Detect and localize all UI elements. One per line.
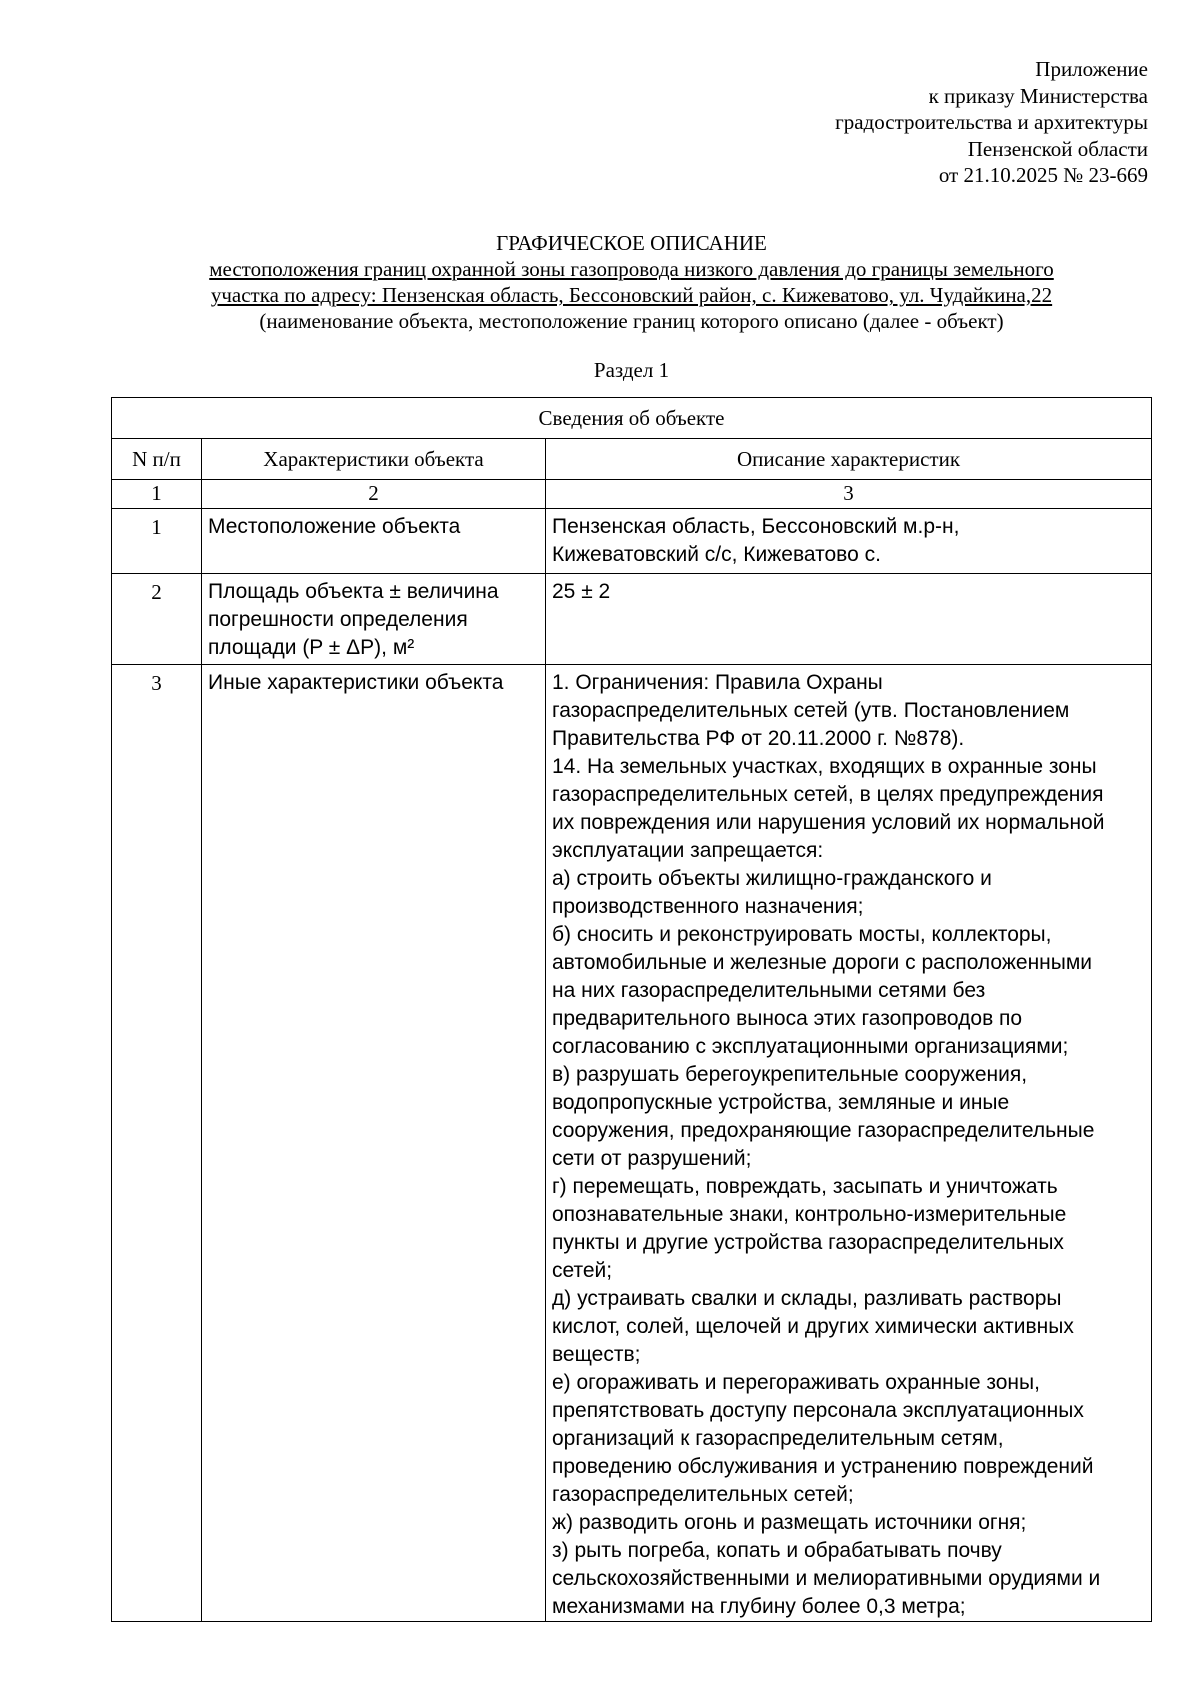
row-characteristic-text: Иные характеристики объекта [208, 671, 504, 694]
table-caption: Сведения об объекте [112, 398, 1152, 439]
document-title [0, 230, 1200, 334]
description-line: предварительного выноса этих газопроводов по [552, 1007, 1023, 1030]
row-characteristic [202, 509, 546, 574]
row-characteristic [202, 574, 546, 665]
description-line: водопропускные устройства, земляные и иные [552, 1091, 1010, 1114]
description-line: 14. На земельных участках, входящих в охранные зоны [552, 755, 1097, 778]
characteristic-line: площади (P ± ΔP), м² [208, 636, 415, 659]
description-line: сети от разрушений; [552, 1147, 752, 1170]
description-line: г) перемещать, повреждать, засыпать и уничтожать [552, 1175, 1058, 1198]
description-line: их повреждения или нарушения условий их нормальной [552, 811, 1105, 834]
column-number: 3 [546, 480, 1152, 509]
description-line: автомобильные и железные дороги с расположенными [552, 951, 1093, 974]
description-line: д) устраивать свалки и склады, разливать растворы [552, 1287, 1062, 1310]
row-description [546, 665, 1152, 1622]
row-num: 2 [112, 574, 202, 665]
annex-line: Пензенской области [967, 136, 1148, 161]
description-line: производственного назначения; [552, 895, 864, 918]
description-line: 1. Ограничения: Правила Охраны [552, 671, 883, 694]
description-line: веществ; [552, 1343, 641, 1366]
description-line: сетей; [552, 1259, 613, 1282]
annex-block [835, 56, 1148, 189]
description-line: согласованию с эксплуатационными организациями; [552, 1035, 1069, 1058]
title-heading: ГРАФИЧЕСКОЕ ОПИСАНИЕ [496, 231, 767, 255]
annex-line: от 21.10.2025 № 23-669 [938, 163, 1148, 187]
description-line: газораспределительных сетей; [552, 1483, 854, 1506]
row-characteristic-text: Местоположение объекта [208, 515, 461, 538]
description-line: опознавательные знаки, контрольно-измерительные [552, 1203, 1067, 1226]
description-line: Правительства РФ от 20.11.2000 г. №878). [552, 727, 965, 750]
title-object-line-2: участка по адресу: Пензенская область, Бессоновский район, с. Кижеватово, ул. Чудайкина,22 [210, 283, 1053, 307]
description-line: пункты и другие устройства газораспределительных [552, 1231, 1064, 1254]
description-line: препятствовать доступу персонала эксплуатационных [552, 1399, 1084, 1422]
description-line: сооружения, предохраняющие газораспределительные [552, 1119, 1095, 1142]
description-line: на них газораспределительными сетями без [552, 979, 986, 1002]
header-description: Описание характеристик [546, 439, 1152, 480]
row-description [546, 509, 1152, 574]
table-row [112, 574, 1152, 665]
description-line: а) строить объекты жилищно-гражданского и [552, 867, 992, 890]
description-line: е) огораживать и перегораживать охранные зоны, [552, 1371, 1040, 1394]
row-characteristic [202, 665, 546, 1622]
row-num: 1 [112, 509, 202, 574]
characteristic-line: Площадь объекта ± величина [208, 580, 499, 603]
section-label: Раздел 1 [593, 358, 670, 382]
description-line: з) рыть погреба, копать и обрабатывать почву [552, 1539, 1002, 1562]
characteristic-line: погрешности определения [208, 608, 468, 631]
table-row [112, 509, 1152, 574]
column-number: 1 [112, 480, 202, 509]
description-line: эксплуатации запрещается: [552, 839, 824, 862]
annex-line: Приложение [1035, 57, 1148, 81]
header-characteristic: Характеристики объекта [202, 439, 546, 480]
description-line: кислот, солей, щелочей и других химически активных [552, 1315, 1074, 1338]
description-line: проведению обслуживания и устранению повреждений [552, 1455, 1094, 1478]
column-number: 2 [202, 480, 546, 509]
description-line: газораспределительных сетей, в целях предупреждения [552, 783, 1104, 806]
header-num: N п/п [112, 439, 202, 480]
title-object-line-1: местоположения границ охранной зоны газопровода низкого давления до границы земельного [209, 257, 1054, 281]
description-line: газораспределительных сетей (утв. Постановлением [552, 699, 1070, 722]
row-description [546, 574, 1152, 665]
description-line: Пензенская область, Бессоновский м.р-н, [552, 515, 960, 538]
description-line: 25 ± 2 [552, 580, 611, 603]
annex-line: градостроительства и архитектуры [835, 110, 1148, 134]
row-num: 3 [112, 665, 202, 1622]
title-caption: (наименование объекта, местоположение границ которого описано (далее - объект) [259, 309, 1004, 333]
description-line: сельскохозяйственными и мелиоративными орудиями и [552, 1567, 1101, 1590]
table-row [112, 665, 1152, 1622]
annex-line: к приказу Министерства [928, 83, 1148, 108]
object-info-table [111, 397, 1152, 1622]
description-line: Кижеватовский с/с, Кижеватово с. [552, 543, 881, 566]
description-line: ж) разводить огонь и размещать источники огня; [552, 1511, 1027, 1534]
description-line: механизмами на глубину более 0,3 метра; [552, 1595, 966, 1618]
description-line: организаций к газораспределительным сетям, [552, 1427, 1004, 1450]
description-line: б) сносить и реконструировать мосты, коллекторы, [552, 923, 1052, 946]
description-line: в) разрушать берегоукрепительные сооружения, [552, 1063, 1028, 1086]
